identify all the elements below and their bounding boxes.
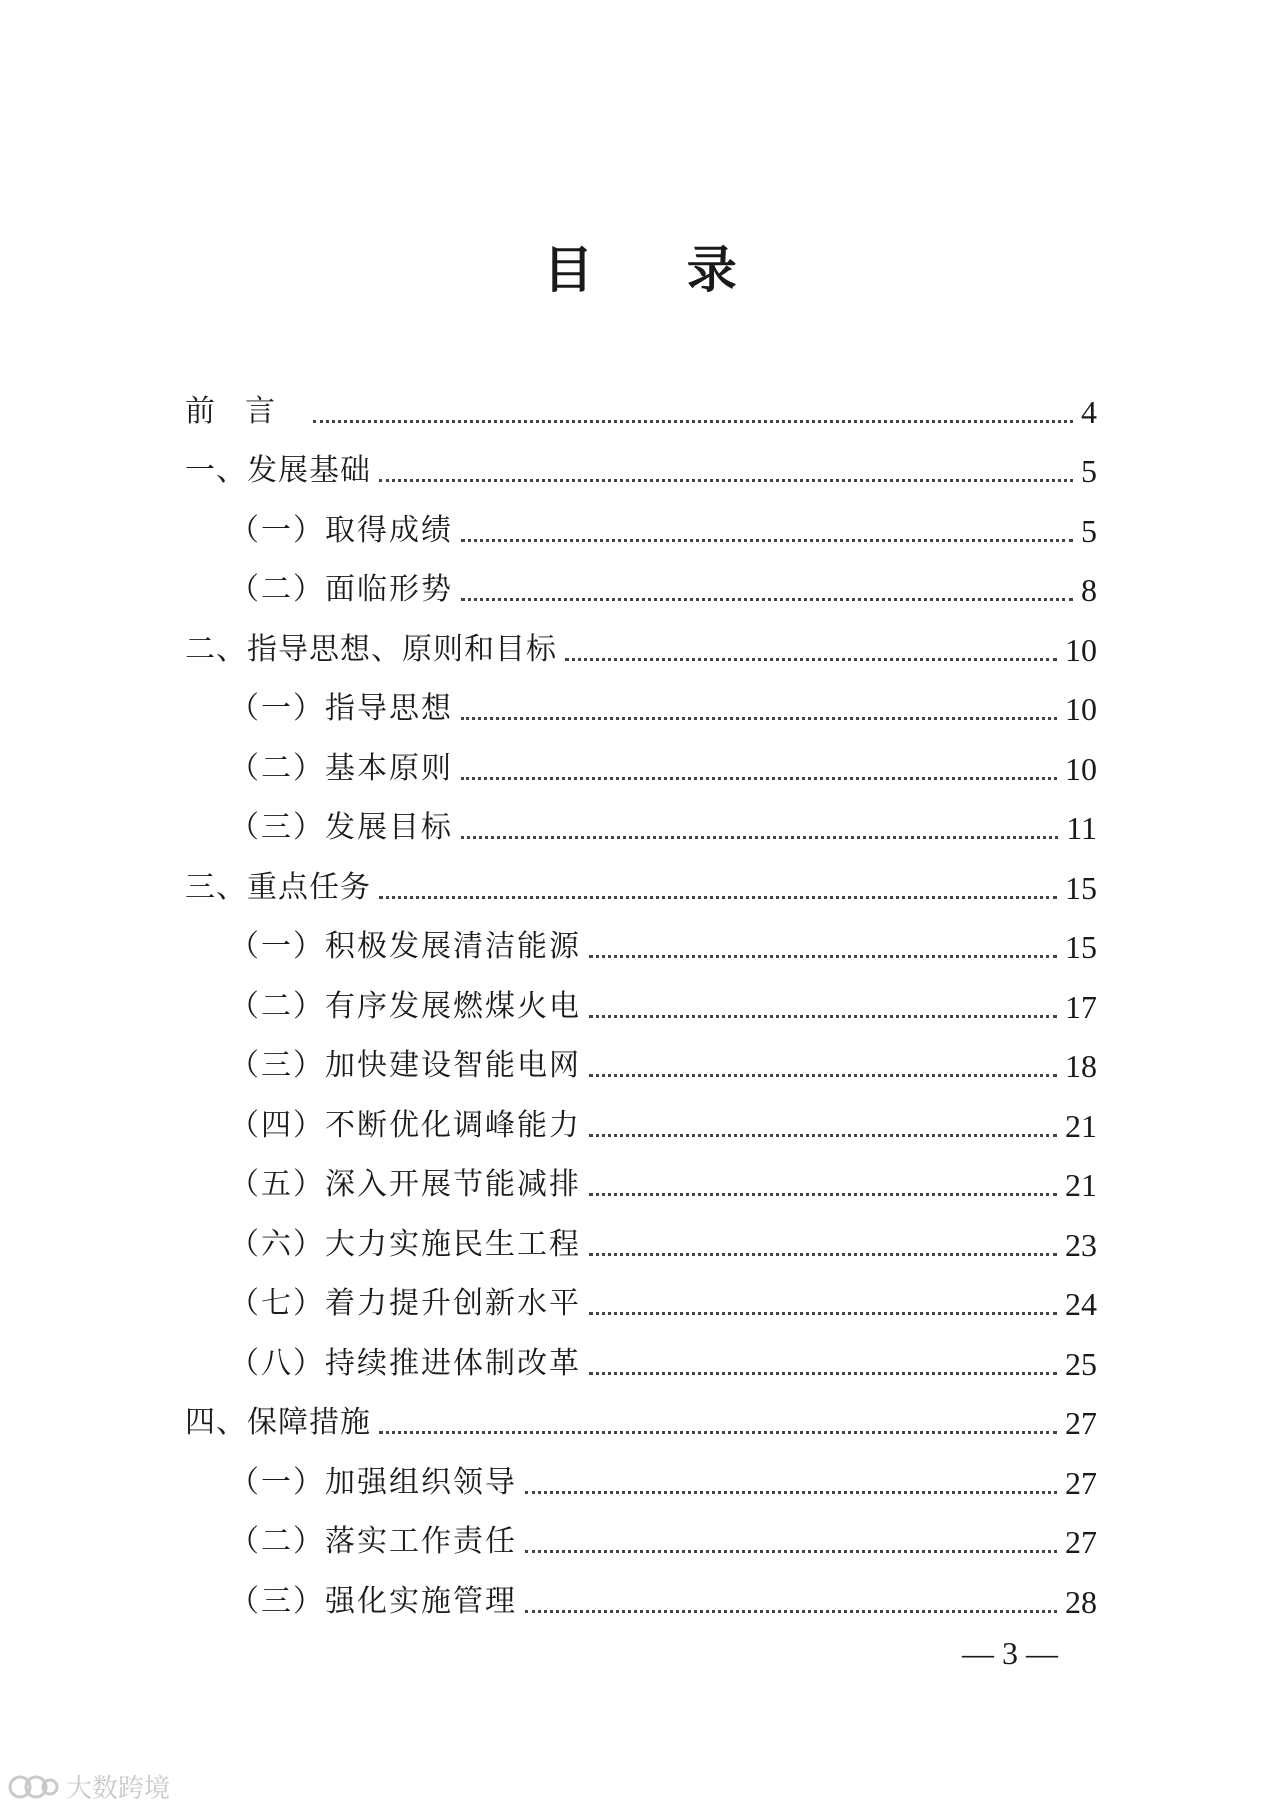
toc-entry-label: （七）着力提升创新水平 bbox=[229, 1286, 581, 1321]
toc-entry-preface[interactable] bbox=[185, 372, 1097, 432]
toc-entry-label: （一）指导思想 bbox=[229, 691, 453, 726]
toc-entry-label: （一）取得成绩 bbox=[229, 512, 453, 548]
dot-leader bbox=[589, 1312, 1057, 1315]
toc-entry-subsection[interactable] bbox=[185, 551, 1097, 611]
toc-entry-label: 二、指导思想、原则和目标 bbox=[185, 631, 557, 667]
watermark-text: 大数跨境 bbox=[66, 1774, 171, 1804]
toc-entry-label: （一）积极发展清洁能源 bbox=[229, 929, 581, 964]
toc-entry-subsection[interactable] bbox=[185, 1086, 1097, 1146]
toc-entry-page: 4 bbox=[1081, 393, 1097, 430]
toc-entry-subsection[interactable] bbox=[185, 967, 1097, 1027]
toc-entry-label: （一）加强组织领导 bbox=[229, 1464, 517, 1500]
dot-leader bbox=[461, 539, 1073, 542]
watermark-logo-icon bbox=[8, 1772, 60, 1802]
dot-leader bbox=[379, 896, 1057, 899]
dot-leader bbox=[461, 777, 1057, 780]
dot-leader bbox=[589, 1074, 1057, 1077]
toc-entry-section-1[interactable] bbox=[185, 432, 1097, 492]
toc-entry-subsection[interactable] bbox=[185, 1265, 1097, 1325]
toc-entry-label: （二）面临形势 bbox=[229, 572, 453, 607]
toc-entry-label: （二）有序发展燃煤火电 bbox=[229, 988, 581, 1024]
toc-entry-page: 10 bbox=[1065, 631, 1097, 668]
toc-entry-page: 23 bbox=[1065, 1226, 1097, 1263]
toc-entry-subsection[interactable] bbox=[185, 1443, 1097, 1503]
toc-entry-page: 27 bbox=[1065, 1524, 1097, 1560]
toc-entry-section-3[interactable] bbox=[185, 848, 1097, 908]
dot-leader bbox=[461, 836, 1058, 839]
toc-entry-subsection[interactable] bbox=[185, 1562, 1097, 1622]
toc-entry-subsection[interactable] bbox=[185, 908, 1097, 968]
toc-entry-subsection[interactable] bbox=[185, 729, 1097, 789]
toc-entry-label: （四）不断优化调峰能力 bbox=[229, 1107, 581, 1143]
dot-leader bbox=[313, 420, 1073, 423]
toc-entry-page: 28 bbox=[1065, 1583, 1097, 1620]
toc-title: 目 录 bbox=[543, 241, 775, 299]
dot-leader bbox=[589, 1015, 1057, 1018]
dot-leader bbox=[379, 479, 1073, 482]
dot-leader bbox=[461, 717, 1057, 720]
toc-entry-label: （三）加快建设智能电网 bbox=[229, 1048, 581, 1083]
toc-entry-subsection[interactable] bbox=[185, 1146, 1097, 1206]
toc-entry-page: 5 bbox=[1081, 453, 1097, 489]
page-number: — 3 — bbox=[962, 1635, 1058, 1671]
toc-entry-label: （二）基本原则 bbox=[229, 750, 453, 786]
toc-entry-section-4[interactable] bbox=[185, 1384, 1097, 1444]
toc-entry-subsection[interactable] bbox=[185, 491, 1097, 551]
dot-leader bbox=[379, 1431, 1057, 1434]
toc-entry-label: 前言 bbox=[185, 393, 305, 429]
toc-entry-page: 15 bbox=[1065, 869, 1097, 906]
toc-entry-label: （五）深入开展节能减排 bbox=[229, 1167, 581, 1202]
toc-entry-page: 24 bbox=[1065, 1286, 1097, 1322]
toc-entry-subsection[interactable] bbox=[185, 670, 1097, 730]
toc-entry-page: 15 bbox=[1065, 929, 1097, 965]
dot-leader bbox=[589, 955, 1057, 958]
toc-entry-page: 25 bbox=[1065, 1345, 1097, 1382]
toc-entry-section-2[interactable] bbox=[185, 610, 1097, 670]
toc-entry-page: 27 bbox=[1065, 1405, 1097, 1441]
toc-entry-page: 8 bbox=[1081, 572, 1097, 608]
toc-entry-subsection[interactable] bbox=[185, 1503, 1097, 1563]
dot-leader bbox=[589, 1253, 1057, 1256]
toc-entry-label: 一、发展基础 bbox=[185, 453, 371, 488]
toc-entry-label: （二）落实工作责任 bbox=[229, 1524, 517, 1559]
dot-leader bbox=[525, 1550, 1057, 1553]
toc-entry-label: 四、保障措施 bbox=[185, 1405, 371, 1440]
toc-entry-page: 21 bbox=[1065, 1167, 1097, 1203]
watermark bbox=[8, 1768, 170, 1805]
toc-entry-label: （八）持续推进体制改革 bbox=[229, 1345, 581, 1381]
toc-entry-label: （六）大力实施民生工程 bbox=[229, 1226, 581, 1262]
toc-entry-page: 27 bbox=[1065, 1464, 1097, 1501]
dot-leader bbox=[589, 1193, 1057, 1196]
dot-leader bbox=[589, 1134, 1057, 1137]
dot-leader bbox=[525, 1610, 1057, 1613]
toc-entry-label: 三、重点任务 bbox=[185, 869, 371, 905]
toc-entry-label: （三）发展目标 bbox=[229, 810, 453, 845]
dot-leader bbox=[525, 1491, 1057, 1494]
toc-entry-subsection[interactable] bbox=[185, 789, 1097, 849]
table-of-contents bbox=[185, 372, 1097, 1622]
toc-entry-page: 17 bbox=[1065, 988, 1097, 1025]
toc-entry-subsection[interactable] bbox=[185, 1205, 1097, 1265]
toc-entry-subsection[interactable] bbox=[185, 1324, 1097, 1384]
toc-entry-subsection[interactable] bbox=[185, 1027, 1097, 1087]
toc-entry-page: 10 bbox=[1065, 750, 1097, 787]
toc-entry-page: 5 bbox=[1081, 512, 1097, 549]
dot-leader bbox=[589, 1372, 1057, 1375]
toc-entry-page: 18 bbox=[1065, 1048, 1097, 1084]
toc-entry-page: 21 bbox=[1065, 1107, 1097, 1144]
toc-entry-page: 11 bbox=[1066, 810, 1097, 846]
toc-entry-label: （三）强化实施管理 bbox=[229, 1583, 517, 1619]
dot-leader bbox=[461, 598, 1073, 601]
dot-leader bbox=[565, 658, 1057, 661]
toc-entry-page: 10 bbox=[1065, 691, 1097, 727]
